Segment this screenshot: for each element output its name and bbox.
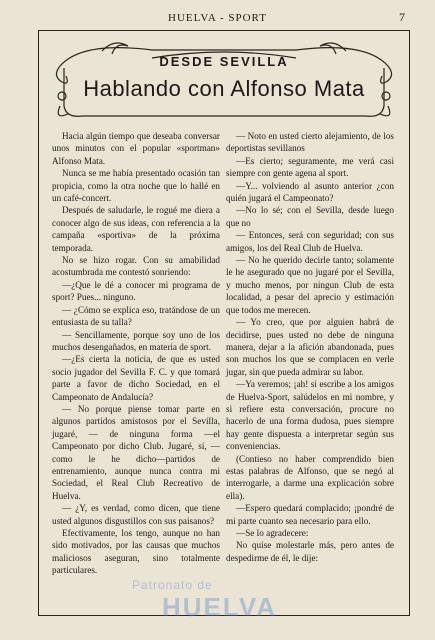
- paragraph: —Y... volviendo al asunto anterior ¿con quién jugará el Campeonato?: [226, 180, 394, 204]
- paragraph: —No lo sé; con el Sevilla, desde luego que no: [226, 205, 394, 228]
- paragraph: Nunca se me había presentado ocasión tan propicia, como la otra noche que lo hallé en un café-concert.: [52, 168, 220, 204]
- running-header: [0, 10, 435, 32]
- paragraph: — Noto en usted cierto alejamiento, de los deportistas sevillanos: [226, 131, 394, 154]
- paragraph: No se hizo rogar. Con su amabilidad acostumbrada me contestó sonriendo:: [52, 255, 220, 278]
- page-number: 7: [399, 10, 405, 24]
- paragraph: —Espero quedará complacido; ¡pondré de mi parte cuanto sea necesario para ello.: [226, 503, 394, 526]
- paragraph: —Es cierto; seguramente, me verá casi siempre con gente agena al sport.: [226, 155, 394, 179]
- section-title: DESDE SEVILLA: [159, 54, 289, 69]
- paragraph: — Entonces, será con seguridad; con sus amigos, los del Real Club de Huelva.: [226, 230, 394, 253]
- paragraph: —¿Es cierta la noticia, de que es usted socio jugador del Sevilla F. C. y que tomará parte a favor de dicho Sociedad, en el Campeonato de Andalucía?: [52, 354, 220, 402]
- paragraph: (Contieso no haber comprendido bien estas palabras de Alfonso, que se negó al interrogarle, a darme una explicación sobre ella).: [226, 453, 394, 501]
- paragraph: No quise molestarle más, pero antes de despedirme de él, le dije:: [226, 540, 394, 563]
- running-title: HUELVA - SPORT: [168, 12, 267, 24]
- watermark-line2: HUELVA: [162, 592, 278, 622]
- right-column: [226, 130, 394, 564]
- title-banner: [42, 36, 406, 126]
- paragraph: Efectivamente, los tengo, aunque no han sido motivados, por las causas que muchos maliciosos aseguran, sino totalmente particulares.: [52, 528, 220, 576]
- paragraph: — Yo creo, que por alguien habrá de decidirse, pues usted no debe de ninguna manera, dejar a la afición abandonada, pues son muchos los que se complacen en verle jugar, sin que pueda admirar su labor.: [226, 317, 394, 377]
- paragraph: — ¿Y, es verdad, como dicen, que tiene usted algunos disgustillos con sus paisanos?: [52, 503, 220, 526]
- paragraph: Hacia algún tiempo que deseaba conversar unos minutos con el popular «sportman» Alfonso Mata.: [52, 131, 220, 166]
- watermark-line1: Patronato de: [132, 578, 213, 592]
- paragraph: — No he querido decirle tanto; solamente le he asegurado que no jugaré por el Sevilla, y mucho menos, por ningun Club de esta localidad, a pesar del aprecio y estimación que todos me merecen.: [226, 255, 394, 315]
- archive-watermark: [40, 560, 420, 630]
- paragraph: —¿Que le dé a conocer mi programa de sport? Pues... ninguno.: [52, 279, 220, 303]
- paragraph: — ¿Cómo se explica eso, tratándose de un entusiasta de su talla?: [52, 304, 220, 328]
- headline: Hablando con Alfonso Mata: [83, 76, 365, 101]
- paragraph: Después de saludarle, le rogué me diera a conocer algo de sus ideas, con referencia a la campaña «sportiva» de la próxima temporada.: [52, 205, 220, 253]
- paragraph: —Ya veremos; ¡ah! si escribe a los amigos de Huelva-Sport, salúdelos en mi nombre, y si refiere esta conversación, procure no hacerlo de una forma dudosa, pues siempre hay gente dispuesta a interpretar según sus conveniencias.: [226, 379, 394, 452]
- paragraph: — Sencillamente, porque soy uno de los muchos desengañados, en materia de sport.: [52, 329, 220, 352]
- paragraph: —Se lo agradecere:: [236, 528, 309, 538]
- left-column: [52, 130, 220, 577]
- paragraph: — No porque piense tomar parte en algunos partidos amistosos por el Sevilla, jugaré, — de ninguna forma —el Campeonato por dicho Club. Jugaré, sí, — como le he dicho—partidos de entrenamiento, aunque nunca contra mi Sociedad, el Real Club Recreativo de Huelva.: [52, 403, 220, 501]
